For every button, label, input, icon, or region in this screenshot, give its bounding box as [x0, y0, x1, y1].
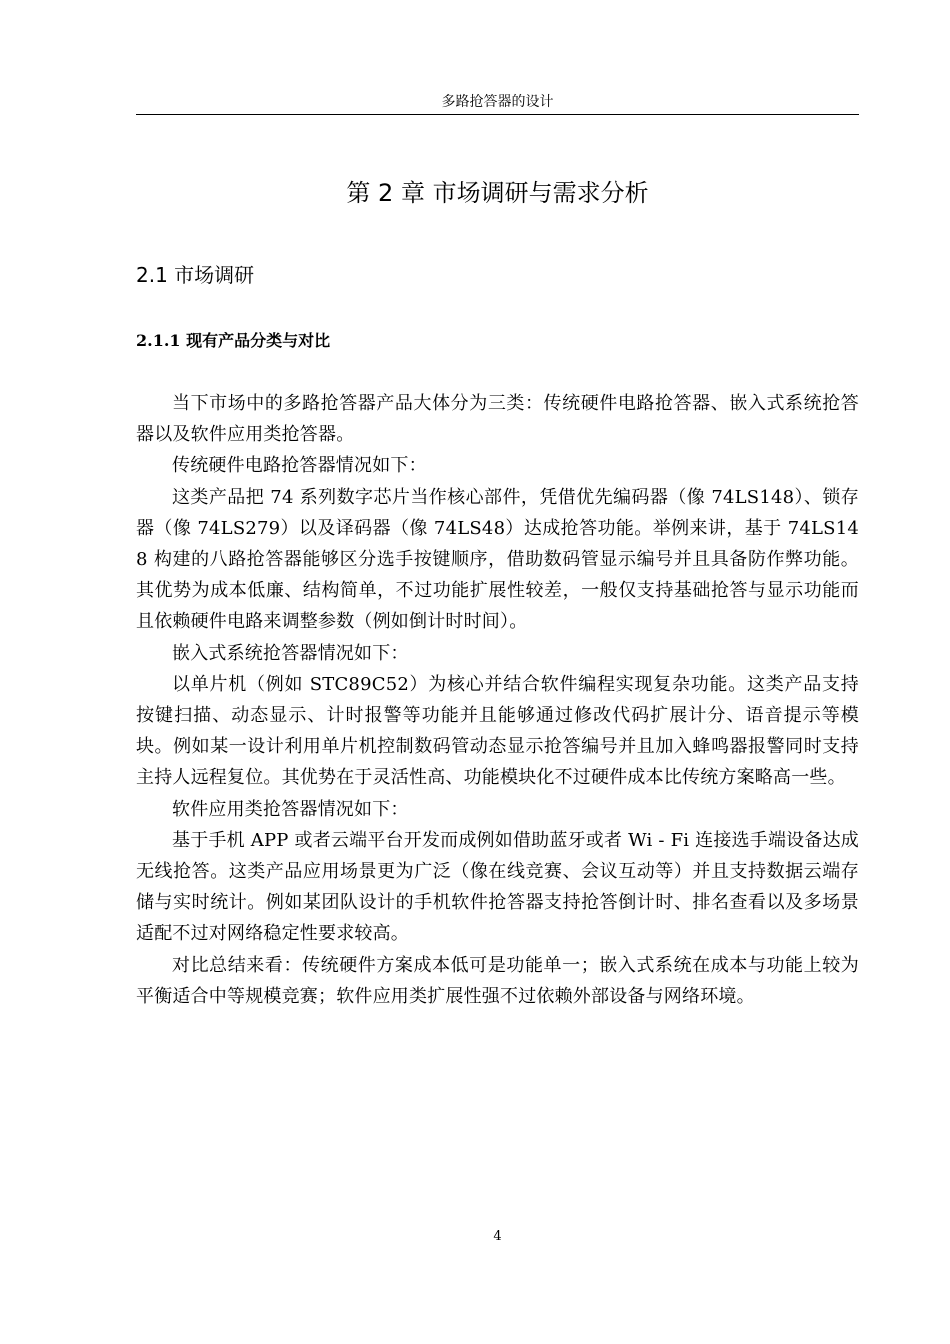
paragraph-summary: 对比总结来看：传统硬件方案成本低可是功能单一；嵌入式系统在成本与功能上较为平衡适合中等规模竞赛；软件应用类扩展性强不过依赖外部设备与网络环境。 [136, 954, 859, 1007]
paragraph-hardware-detail: 这类产品把 74 系列数字芯片当作核心部件，凭借优先编码器（像 74LS148）、锁存器（像 74LS279）以及译码器（像 74LS48）达成抢答功能。举例来讲，基于 74LS148 构建的八路抢答器能够区分选手按键顺序，借助数码管显示编号并且具备防作弊功能。其优势为成本低廉、结构简单，不过功能扩展性较差，一般仅支持基础抢答与显示功能而且依赖硬件电路来调整参数（例如倒计时时间）。 [136, 486, 859, 633]
body-text [136, 388, 859, 1012]
paragraph-software-detail: 基于手机 APP 或者云端平台开发而成例如借助蓝牙或者 Wi - Fi 连接选手端设备达成无线抢答。这类产品应用场景更为广泛（像在线竞赛、会议互动等）并且支持数据云端存储与实时统计。例如某团队设计的手机软件抢答器支持抢答倒计时、排名查看以及多场景适配不过对网络稳定性要求较高。 [136, 829, 859, 945]
paragraph-embedded-detail: 以单片机（例如 STC89C52）为核心并结合软件编程实现复杂功能。这类产品支持按键扫描、动态显示、计时报警等功能并且能够通过修改代码扩展计分、语音提示等模块。例如某一设计利用单片机控制数码管动态显示抢答编号并且加入蜂鸣器报警同时支持主持人远程复位。其优势在于灵活性高、功能模块化不过硬件成本比传统方案略高一些。 [136, 673, 859, 789]
header-divider [136, 114, 859, 115]
paragraph-software-heading: 软件应用类抢答器情况如下： [172, 798, 409, 820]
chapter-title: 第 2 章 市场调研与需求分析 [346, 179, 649, 207]
paragraph-embedded-heading: 嵌入式系统抢答器情况如下： [172, 642, 409, 664]
page-header: 多路抢答器的设计 [441, 94, 554, 110]
page-number: 4 [493, 1229, 502, 1244]
paragraph-hardware-heading: 传统硬件电路抢答器情况如下： [172, 455, 427, 477]
section-title: 2.1 市场调研 [136, 263, 255, 287]
subsection-title: 2.1.1 现有产品分类与对比 [136, 331, 331, 350]
paragraph-intro: 当下市场中的多路抢答器产品大体分为三类：传统硬件电路抢答器、嵌入式系统抢答器以及软件应用类抢答器。 [136, 393, 859, 446]
